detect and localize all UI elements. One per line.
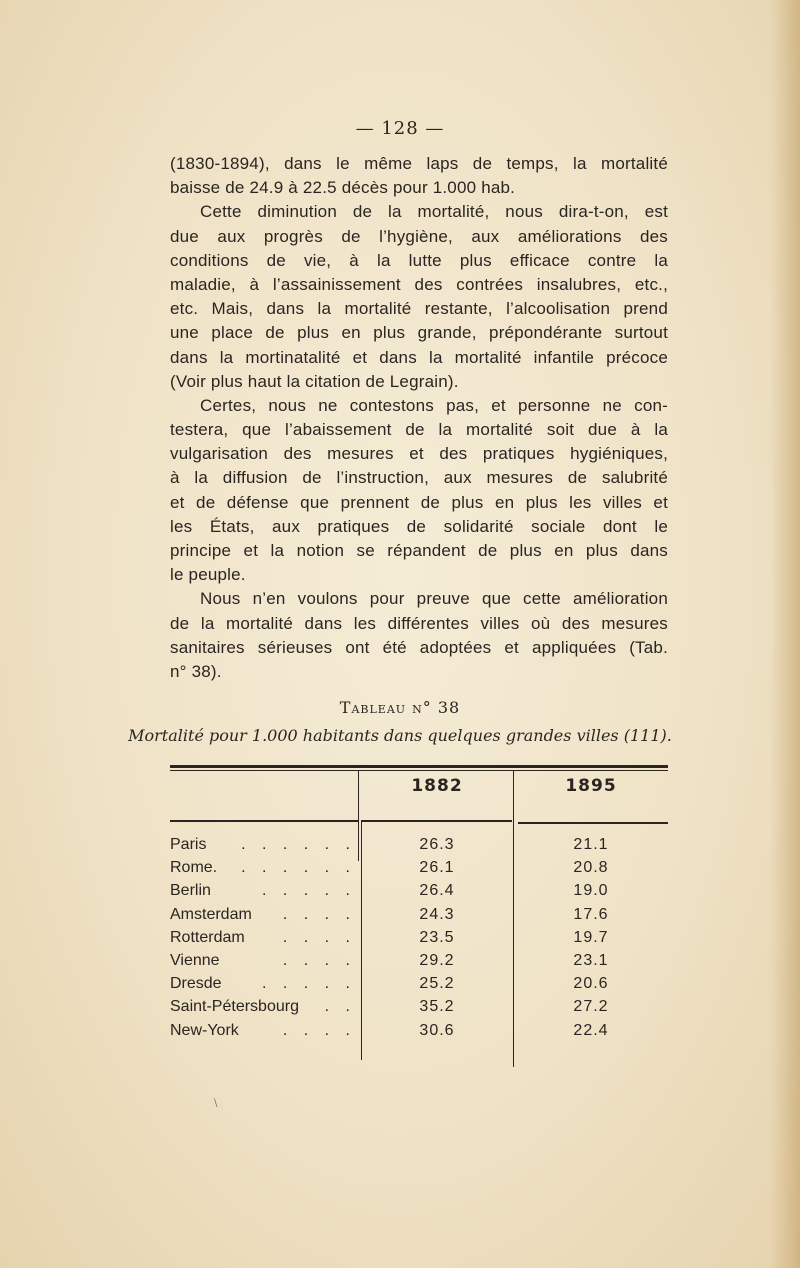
leader-dots: . . . . . .	[241, 859, 356, 877]
table-row	[170, 975, 670, 998]
page-edge-shading	[770, 0, 800, 1268]
city-name: Rome.	[170, 859, 218, 877]
table-row	[170, 906, 670, 929]
value-1895: 17.6	[573, 905, 609, 923]
table-row	[170, 1022, 670, 1045]
value-1895: 20.6	[573, 975, 609, 993]
city-name: Berlin	[170, 882, 211, 900]
leader-dots: . .	[324, 998, 356, 1016]
table-heading: Tableau n° 38	[339, 698, 461, 717]
value-1882: 23.5	[419, 928, 455, 946]
city-name: Amsterdam	[170, 905, 252, 923]
text-line: principe et la notion se répandent de plus en plus dans	[170, 541, 668, 560]
value-1882: 25.2	[419, 975, 455, 993]
table-row	[170, 882, 670, 905]
table-row	[170, 859, 670, 882]
column-header-1895: 1895	[565, 776, 617, 796]
city-name: Vienne	[170, 952, 220, 969]
page-number: — 128 —	[355, 118, 445, 139]
text-line: etc. Mais, dans la mortalité restante, l’alcoolisation prend	[170, 299, 668, 319]
table-row	[170, 952, 670, 975]
leader-dots: . . . .	[282, 952, 356, 969]
city-name: Dresde	[170, 975, 222, 993]
value-1895: 20.8	[573, 859, 609, 877]
text-line: (1830-1894), dans le même laps de temps, la mortalité	[170, 154, 668, 173]
column-header-1882: 1882	[411, 776, 463, 796]
text-line: dans la mortinatalité et dans la mortalité infantile précoce	[170, 347, 668, 367]
text-line: le peuple.	[170, 565, 246, 585]
city-name: Paris	[170, 836, 207, 853]
value-1895: 19.0	[573, 882, 609, 900]
text-line: et de défense que prennent de plus en plus les villes et	[170, 492, 668, 512]
value-1895: 21.1	[573, 836, 609, 853]
text-line: Cette diminution de la mortalité, nous dira-t-on, est	[200, 202, 668, 222]
text-line: testera, que l’abaissement de la mortalité soit due à la	[170, 420, 668, 440]
value-1882: 35.2	[419, 998, 455, 1016]
text-line: vulgarisation des mesures et des pratiques hygiéniques,	[170, 444, 668, 464]
header-underline	[362, 820, 512, 822]
leader-dots: . . . . .	[261, 975, 356, 993]
text-line: conditions de vie, à la lutte plus efficace contre la	[170, 250, 668, 270]
table-row	[170, 836, 670, 859]
header-underline	[518, 822, 668, 824]
text-line: Certes, nous ne contestons pas, et personne ne con-	[200, 395, 668, 415]
city-name: Saint-Pétersbourg	[170, 998, 299, 1016]
text-line: à la diffusion de l’instruction, aux mesures de salubrité	[170, 468, 668, 488]
value-1882: 24.3	[419, 905, 455, 923]
value-1882: 26.3	[419, 836, 455, 853]
table-row	[170, 998, 670, 1021]
text-line: due aux progrès de l’hygiène, aux améliorations des	[170, 226, 668, 246]
text-line: sanitaires sérieuses ont été adoptées et appliquées (Tab.	[170, 637, 668, 657]
value-1882: 30.6	[419, 1021, 455, 1039]
text-line: baisse de 24.9 à 22.5 décès pour 1.000 hab.	[170, 178, 516, 198]
body-text	[170, 152, 668, 684]
value-1882: 26.4	[419, 882, 455, 900]
value-1895: 19.7	[573, 928, 609, 946]
leader-dots: . . . . . .	[241, 836, 356, 853]
paper-speck: \	[214, 1098, 218, 1109]
leader-dots: . . . . .	[261, 882, 356, 900]
leader-dots: . . . .	[282, 1021, 356, 1039]
table-row	[170, 929, 670, 952]
city-name: New-York	[170, 1021, 239, 1039]
leader-dots: . . . .	[282, 928, 356, 946]
text-line: une place de plus en plus grande, prépondérante surtout	[170, 323, 668, 343]
table-top-rule-thin	[170, 770, 668, 771]
table-top-rule	[170, 765, 668, 768]
text-line: Nous n’en voulons pour preuve que cette amélioration	[200, 589, 668, 609]
value-1895: 22.4	[573, 1021, 609, 1039]
value-1895: 27.2	[573, 998, 609, 1016]
text-line: (Voir plus haut la citation de Legrain).	[170, 371, 459, 391]
header-underline	[170, 820, 358, 822]
text-line: de la mortalité dans les différentes villes où des mesures	[170, 613, 668, 633]
city-name: Rotterdam	[170, 928, 245, 946]
value-1882: 29.2	[419, 952, 455, 969]
value-1882: 26.1	[419, 859, 455, 877]
leader-dots: . . . .	[282, 905, 356, 923]
text-line: les États, aux pratiques de solidarité sociale dont le	[170, 516, 668, 536]
table-caption: Mortalité pour 1.000 habitants dans quelques grandes villes (111).	[128, 726, 672, 745]
value-1895: 23.1	[573, 952, 609, 969]
text-line: maladie, à l’assainissement des contrées insalubres, etc.,	[170, 274, 668, 294]
text-line: n° 38).	[170, 661, 222, 681]
